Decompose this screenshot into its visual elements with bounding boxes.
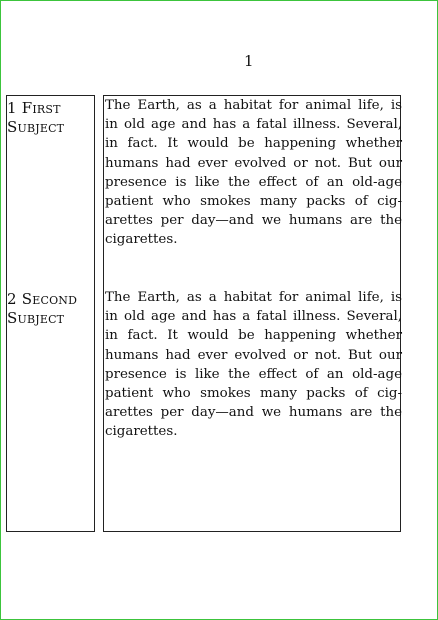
section-heading-first: [7, 96, 95, 137]
paragraph-line: cigarettes.: [105, 424, 178, 440]
section-title-line: Second: [21, 290, 78, 308]
paragraph-line: in fact. It would be happening whether: [105, 136, 402, 152]
section-paragraph-first: [105, 96, 405, 250]
section-number: 2: [7, 290, 17, 308]
paragraph-line: patient who smokes many packs of cig-: [105, 385, 402, 401]
section-body-column: [103, 95, 401, 532]
paragraph-line: patient who smokes many packs of cig-: [105, 193, 402, 209]
section-title-line: First: [21, 99, 61, 117]
paragraph-line: arettes per day—and we humans are the: [105, 405, 402, 421]
paragraph-line: in old age and has a fatal illness. Several,: [105, 309, 402, 325]
paragraph-line: The Earth, as a habitat for animal life, is: [105, 98, 402, 113]
paragraph-line: presence is like the effect of an old-age: [105, 174, 402, 190]
section-title-line: Subject: [7, 309, 65, 328]
section-paragraph-second: [105, 288, 405, 442]
paragraph-line: arettes per day—and we humans are the: [105, 213, 402, 229]
paragraph-line: cigarettes.: [105, 232, 178, 248]
paragraph-line: in fact. It would be happening whether: [105, 328, 402, 344]
page-number: 1: [244, 52, 254, 70]
section-heading-second: [7, 287, 95, 328]
paragraph-line: humans had ever evolved or not. But our: [105, 347, 402, 363]
section-number: 1: [7, 99, 17, 117]
section-title-line: Subject: [7, 118, 65, 137]
paragraph-line: in old age and has a fatal illness. Several,: [105, 117, 402, 133]
section-headings-column: [6, 95, 95, 532]
paragraph-line: humans had ever evolved or not. But our: [105, 155, 402, 171]
paragraph-line: The Earth, as a habitat for animal life, is: [105, 290, 402, 305]
paragraph-line: presence is like the effect of an old-age: [105, 366, 402, 382]
